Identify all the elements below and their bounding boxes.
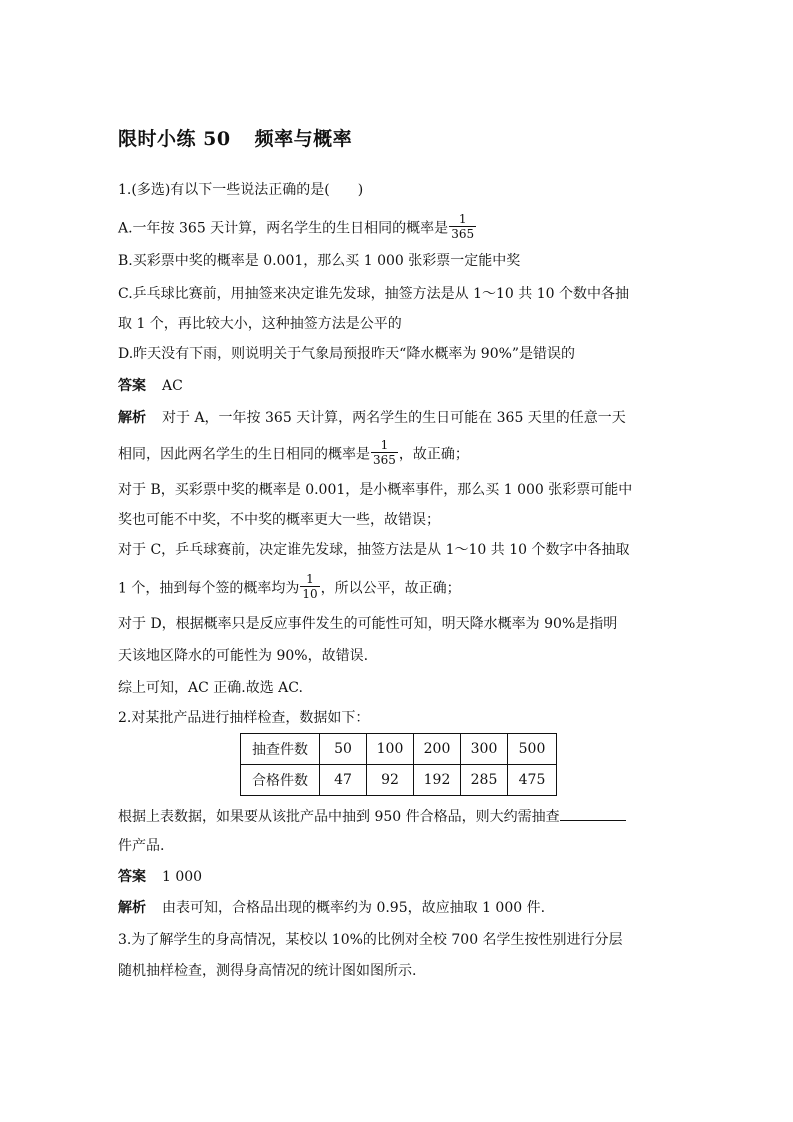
analysis-text: 相同，因此两名学生的生日相同的概率是 [118, 446, 370, 463]
q1-option-c-line2: 取 1 个，再比较大小，这种抽签方法是公平的 [118, 316, 402, 332]
q2-answer [118, 867, 202, 887]
fraction-denominator: 10 [302, 587, 318, 601]
answer-value: 1 000 [162, 869, 203, 885]
q1-option-a [118, 214, 477, 243]
page-title [118, 124, 352, 151]
analysis-label: 解析 [118, 900, 146, 916]
answer-label: 答案 [118, 869, 146, 885]
q1-analysis-line1 [118, 408, 626, 428]
title-topic: 频率与概率 [254, 128, 353, 150]
q1-analysis-line9: 综上可知，AC 正确.故选 AC. [118, 680, 303, 696]
q2-analysis [118, 898, 545, 918]
answer-value: AC [162, 378, 183, 394]
table-cell: 300 [461, 734, 508, 765]
table-cell: 500 [508, 734, 557, 765]
q3-stem-line2: 随机抽样检查，测得身高情况的统计图如图所示. [118, 963, 417, 979]
q1-analysis-line2 [118, 440, 469, 469]
q1-analysis-line3: 对于 B，买彩票中奖的概率是 0.001，是小概率事件，那么买 1 000 张彩票可能中 [118, 482, 633, 498]
table-cell: 200 [414, 734, 461, 765]
q1-stem: 1.(多选)有以下一些说法正确的是( ) [118, 182, 364, 198]
q1-analysis-line7: 对于 D，根据概率只是反应事件发生的可能性可知，明天降水概率为 90%是指明 [118, 616, 618, 632]
table-row-header: 抽查件数 [241, 734, 320, 765]
table-cell: 285 [461, 765, 508, 796]
q1-option-d: D.昨天没有下雨，则说明关于气象局预报昨天“降水概率为 90%”是错误的 [118, 346, 576, 362]
sampling-table [240, 733, 557, 796]
q3-stem-line1: 3.为了解学生的身高情况，某校以 10%的比例对全校 700 名学生按性别进行分层 [118, 932, 623, 948]
q1-answer [118, 376, 183, 396]
analysis-text: 1 个，抽到每个签的概率均为 [118, 580, 300, 597]
fraction-numerator: 1 [380, 438, 389, 452]
q1-analysis-line4: 奖也可能不中奖，不中奖的概率更大一些，故错误； [118, 512, 440, 528]
q2-text-line1 [118, 806, 626, 827]
fraction [300, 572, 319, 601]
q2-text: 根据上表数据，如果要从该批产品中抽到 950 件合格品，则大约需抽查 [118, 809, 560, 825]
q1-analysis-line5: 对于 C，乒乓球赛前，决定谁先发球，抽签方法是从 1～10 共 10 个数字中各抽取 [118, 542, 630, 558]
analysis-text: ，故正确； [398, 446, 469, 463]
table-cell: 92 [367, 765, 414, 796]
title-number: 限时小练 50 [118, 128, 231, 150]
table-cell: 475 [508, 765, 557, 796]
fraction-numerator: 1 [306, 572, 314, 586]
q1-option-a-text: A.一年按 365 天计算，两名学生的生日相同的概率是 [118, 220, 449, 237]
analysis-text: 对于 A，一年按 365 天计算，两名学生的生日可能在 365 天里的任意一天 [162, 410, 626, 426]
answer-blank [560, 806, 626, 821]
table-cell: 100 [367, 734, 414, 765]
table-row [241, 765, 557, 796]
q1-analysis-line8: 天该地区降水的可能性为 90%，故错误. [118, 648, 369, 664]
q2-text-line2: 件产品. [118, 838, 165, 854]
table-row [241, 734, 557, 765]
fraction [371, 438, 398, 467]
fraction-numerator: 1 [458, 212, 467, 226]
answer-label: 答案 [118, 378, 146, 394]
table-row-header: 合格件数 [241, 765, 320, 796]
analysis-text: ，所以公平，故正确； [320, 580, 461, 597]
q1-option-c-line1: C.乒乓球比赛前，用抽签来决定谁先发球，抽签方法是从 1～10 共 10 个数中各抽 [118, 286, 629, 302]
table-cell: 47 [320, 765, 367, 796]
fraction-denominator: 365 [373, 453, 396, 467]
fraction [449, 212, 476, 241]
q1-option-b: B.买彩票中奖的概率是 0.001，那么买 1 000 张彩票一定能中奖 [118, 253, 521, 269]
fraction-denominator: 365 [451, 227, 475, 241]
table-cell: 50 [320, 734, 367, 765]
analysis-text: 由表可知，合格品出现的概率约为 0.95，故应抽取 1 000 件. [162, 900, 546, 916]
table-cell: 192 [414, 765, 461, 796]
q1-analysis-line6 [118, 574, 461, 603]
analysis-label: 解析 [118, 410, 146, 426]
q2-stem: 2.对某批产品进行抽样检查，数据如下： [118, 710, 370, 726]
